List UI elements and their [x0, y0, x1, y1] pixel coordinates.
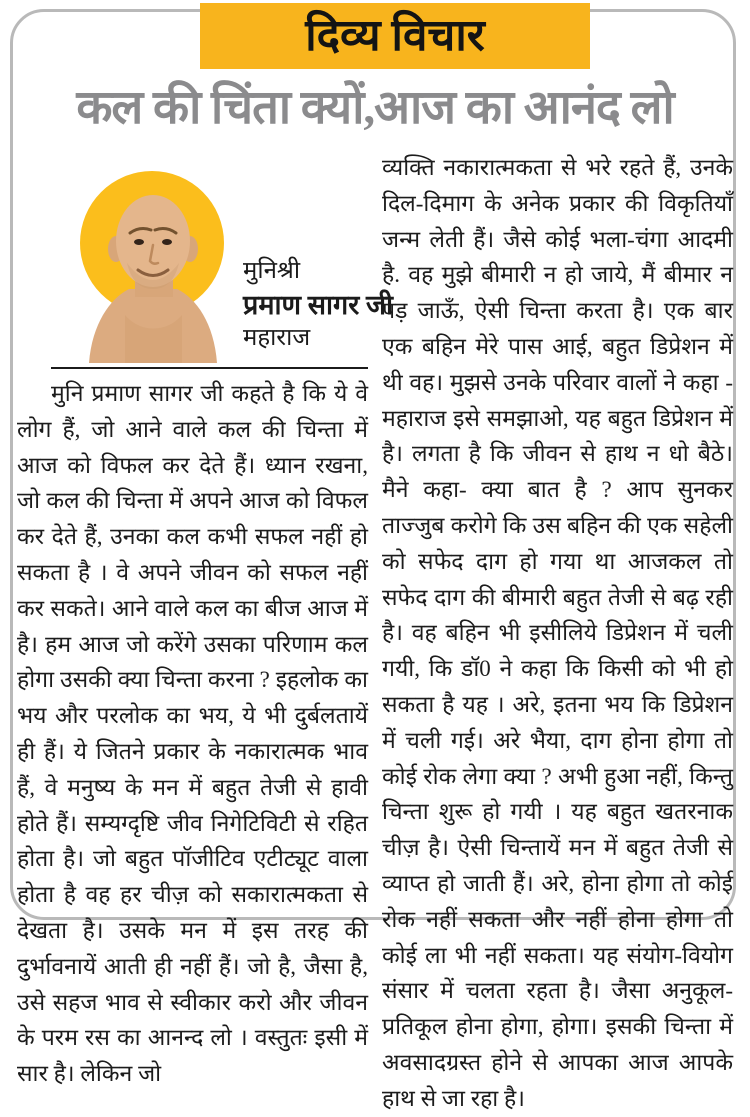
monk-photo	[75, 165, 233, 363]
photo-caption	[243, 256, 393, 363]
article-text-right: व्यक्ति नकारात्मकता से भरे रहते हैं, उनके दिल-दिमाग के अनेक प्रकार की विकृतियाँ जन्म लेती हैं। जैसे कोई भला-चंगा आदमी है. वह मुझे बीमारी न हो जाये, मैं बीमार न पड़ जाऊँ, ऐसी चिन्ता करता है। एक बार एक बहिन मेरे पास आई, बहुत डिप्रेशन में थी वह। मुझसे उनके परिवार वालों ने कहा - महाराज इसे समझाओ, यह बहुत डिप्रेशन में है। लगता है कि जीवन से हाथ न धो बैठे। मैने कहा- क्या बात है ? आप सुनकर ताज्जुब करोगे कि उस बहिन की एक सहेली को सफेद दाग हो गया था आजकल तो सफेद दाग की बीमारी बहुत तेजी से बढ़ रही है। वह बहिन भी इसीलिये डिप्रेशन में चली गयी, कि डॉ0 ने कहा कि किसी को भी हो सकता है यह । अरे, इतना भय कि डिप्रेशन में चली गई। अरे भैया, दाग होना होगा तो कोई रोक लेगा क्या ? अभी हुआ नहीं, किन्तु चिन्ता शुरू हो गयी । यह बहुत खतरनाक चीज़ है। ऐसी चिन्तायें मन में बहुत तेजी से व्याप्त हो जाती हैं। अरे, होना होगा तो कोई रोक नहीं सकता और नहीं होना होगा तो कोई ला भी नहीं सकता। यह संयोग-वियोग संसार में चलता रहता है। जैसा अनुकूल-प्रतिकूल होना होगा, होगा। इसकी चिन्ता में अवसादग्रस्त होने से आपका आज आपके हाथ से जा रहा है।	[382, 155, 733, 1111]
author-name: प्रमाण सागर जी	[243, 289, 394, 320]
article-text-left: मुनि प्रमाण सागर जी कहते है कि ये वे लोग हैं, जो आने वाले कल की चिन्ता में आज को विफल कर देते हैं। ध्यान रखना, जो कल की चिन्ता में अपने आज को विफल कर देते हैं, उनका कल कभी सफल नहीं हो सकता है । वे अपने जीवन को सफल नहीं कर सकते। आने वाले कल का बीज आज में है। हम आज जो करेंगे उसका परिणाम कल होगा उसकी क्या चिन्ता करना ? इहलोक का भय और परलोक का भय, ये भी दुर्बलतायें ही हैं। ये जितने प्रकार के नकारात्मक भाव हैं, वे मनुष्य के मन में बहुत तेजी से हावी होते हैं। सम्यग्दृष्टि जीव निगेटिविटी से रहित होता है। जो बहुत पॉजीटिव एटीट्यूट वाला होता है वह हर चीज़ को सकारात्मकता से देखता है। उसके मन में इस तरह की दुर्भावनायें आती ही नहीं हैं। जो है, जैसा है, उसे सहज भाव से स्वीकार करो और जीवन के परम रस का आनन्द लो । वस्तुतः इसी में सार है। लेकिन जो	[17, 381, 368, 1087]
left-column	[17, 148, 394, 1087]
author-prefix: मुनिश्री	[243, 258, 301, 285]
right-column	[382, 148, 733, 1111]
section-banner	[200, 3, 590, 69]
section-banner-label: दिव्य विचार	[305, 11, 485, 60]
monk-photo-illustration	[75, 165, 233, 363]
author-block	[17, 148, 394, 363]
author-suffix: महाराज	[243, 325, 311, 352]
article-columns	[17, 148, 733, 1111]
article-headline: कल की चिंता क्यों,आज का आनंद लो	[76, 82, 674, 134]
caption-divider	[51, 367, 368, 369]
